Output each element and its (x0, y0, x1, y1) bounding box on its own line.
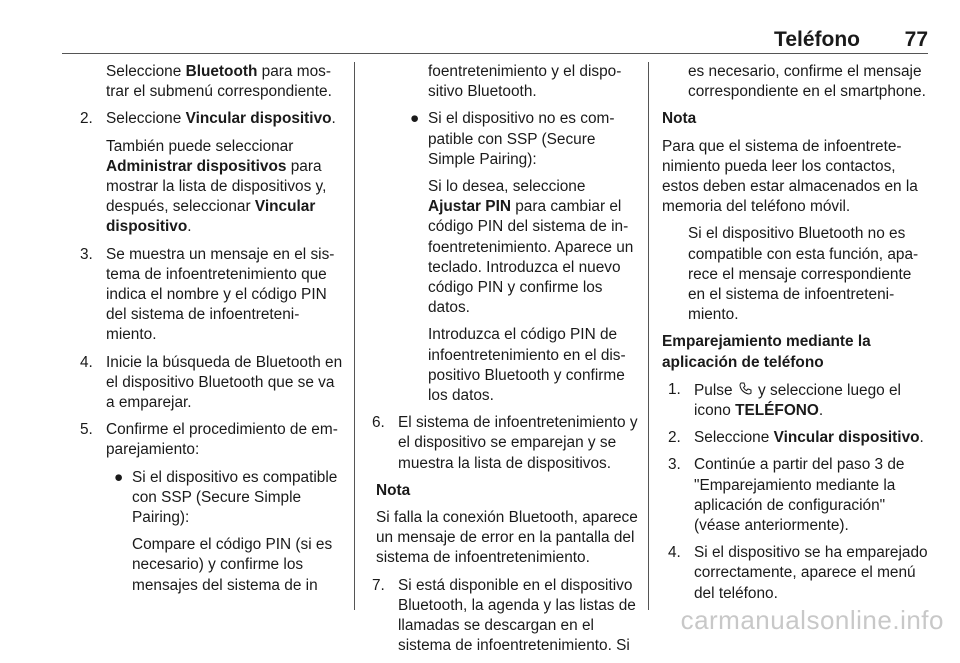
column-3 (662, 62, 928, 611)
page-header (62, 28, 928, 52)
paragraph: Si el dispositivo Bluetooth no es compatible con esta función, aparece el mensaje correspondiente en el sistema de infoentretenimiento. (688, 225, 919, 324)
list-item: 2. Seleccione Vincular dispositivo. (668, 429, 924, 447)
paragraph: También puede seleccionar Administrar dispositivos para mostrar la lista de dispositivos y, después, seleccionar Vincular dispositivo. (106, 137, 327, 236)
list-item: 3. Se muestra un mensaje en el sistema de infoentretenimiento que indica el nombre y el código PIN del sistema de infoentretenimiento. (80, 245, 335, 344)
bullet-item: ● Si el dispositivo es compatible con SSP (Secure Simple Pairing): (114, 468, 338, 527)
bullet-item: ● Si el dispositivo no es compatible con SSP (Secure Simple Pairing): (410, 110, 615, 168)
note-text: Si falla la conexión Bluetooth, aparece un mensaje de error en la pantalla del sistema de infoentretenimiento. (376, 509, 638, 567)
note-title: Nota (662, 110, 697, 128)
list-item: 6. El sistema de infoentretenimiento y el dispositivo se emparejan y se muestra la lista de dispositivos. (372, 414, 638, 472)
page-number: 77 (904, 28, 928, 51)
phone-icon (739, 380, 752, 400)
list-item: 3. Continúe a partir del paso 3 de "Emparejamiento mediante la aplicación de configuración" (véase anteriormente). (668, 456, 905, 535)
page-title: Teléfono (774, 28, 860, 51)
paragraph: es necesario, confirme el mensaje correspondiente en el smartphone. (688, 63, 926, 101)
section-title: Emparejamiento mediante la aplicación de teléfono (662, 333, 871, 371)
column-divider-1 (354, 62, 355, 610)
header-rule (62, 53, 928, 54)
watermark: carmanualsonline.info (680, 605, 944, 635)
note-title: Nota (376, 481, 411, 499)
column-1 (80, 62, 344, 603)
paragraph: Introduzca el código PIN de infoentretenimiento en el dispositivo Bluetooth y confirme los datos. (428, 326, 626, 405)
list-item: 7. Si está disponible en el dispositivo Bluetooth, la agenda y las listas de llamadas se descargan en el sistema de infoentretenimiento. Si (372, 576, 636, 655)
paragraph: Si lo desea, seleccione Ajustar PIN para cambiar el código PIN del sistema de infoentretenimiento. Aparece un teclado. Introduzca el nuevo código PIN y confirme los datos. (428, 178, 634, 317)
list-item: 1. Pulse y seleccione luego el icono TELÉFONO. (668, 380, 901, 420)
paragraph: Compare el código PIN (si es necesario) y confirme los mensajes del sistema de in (132, 536, 333, 594)
list-item: 2. Seleccione Vincular dispositivo. (80, 110, 336, 128)
column-2 (372, 62, 638, 663)
note-text: Para que el sistema de infoentretenimiento pueda leer los contactos, estos deben estar almacenados en la memoria del teléfono móvil. (662, 137, 918, 216)
paragraph: foentretenimiento y el dispositivo Bluetooth. (428, 63, 622, 101)
column-divider-2 (648, 62, 649, 610)
paragraph: Seleccione Bluetooth para mostrar el submenú correspondiente. (106, 63, 332, 101)
list-item: 4. Inicie la búsqueda de Bluetooth en el dispositivo Bluetooth que se va a emparejar. (80, 353, 343, 412)
list-item: 4. Si el dispositivo se ha emparejado correctamente, aparece el menú del teléfono. (668, 544, 928, 602)
list-item: 5. Confirme el procedimiento de emparejamiento: (80, 421, 338, 459)
